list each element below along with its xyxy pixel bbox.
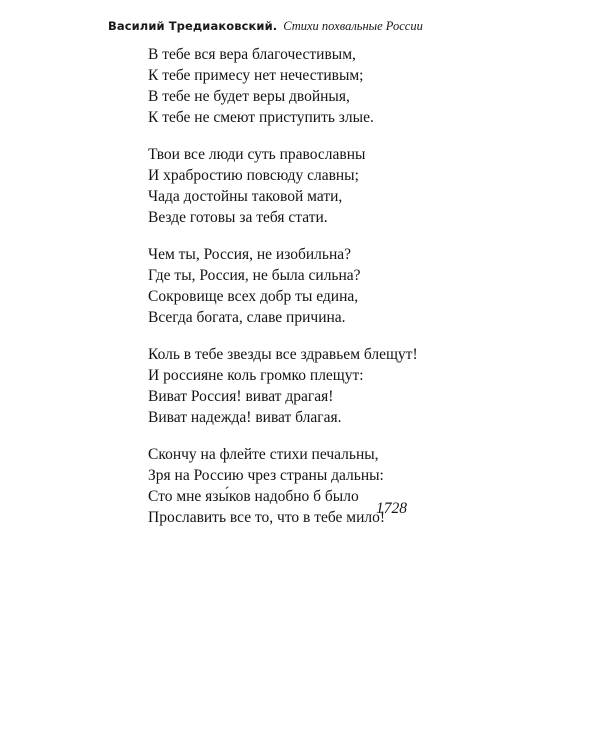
stanza-3 <box>148 244 418 328</box>
verse-line: К тебе примесу нет нечестивым; <box>148 67 364 84</box>
poem-body <box>148 44 418 544</box>
verse-line: Чем ты, Россия, не изобильна? <box>148 246 352 263</box>
verse-line: Виват надежда! виват благая. <box>148 409 342 426</box>
verse-line: Зря на Россию чрез страны дальны: <box>148 467 384 484</box>
verse-line: Коль в тебе звезды все здравьем блещут! <box>148 346 418 363</box>
stanza-4 <box>148 344 418 428</box>
verse-line: Прославить все то, что в тебе мило! <box>148 509 386 526</box>
verse-line: Где ты, Россия, не была сильна? <box>148 267 361 284</box>
verse-line: Всегда богата, славе причина. <box>148 309 346 326</box>
running-header <box>108 18 423 34</box>
verse-line: Скончу на флейте стихи печальны, <box>148 446 379 463</box>
stanza-1 <box>148 44 418 128</box>
poem-date: 1728 <box>376 500 407 517</box>
verse-line: В тебе вся вера благочестивым, <box>148 46 356 63</box>
verse-line: И храбростию повсюду славны; <box>148 167 359 184</box>
verse-line: Везде готовы за тебя стати. <box>148 209 328 226</box>
verse-line: К тебе не смеют приступить злые. <box>148 109 374 126</box>
stanza-2 <box>148 144 418 228</box>
verse-line: И россияне коль громко плещут: <box>148 367 364 384</box>
verse-line: Твои все люди суть православны <box>148 146 366 163</box>
verse-line: Сокровище всех добр ты едина, <box>148 288 359 305</box>
running-header-author: Василий Тредиаковский. <box>108 19 278 33</box>
verse-line: Чада достойны таковой мати, <box>148 188 343 205</box>
verse-line: В тебе не будет веры двойныя, <box>148 88 350 105</box>
running-header-title: Стихи похвальные России <box>283 19 423 33</box>
verse-line: Сто мне язы́ков надобно б было <box>148 488 359 505</box>
verse-line: Виват Россия! виват драгая! <box>148 388 334 405</box>
